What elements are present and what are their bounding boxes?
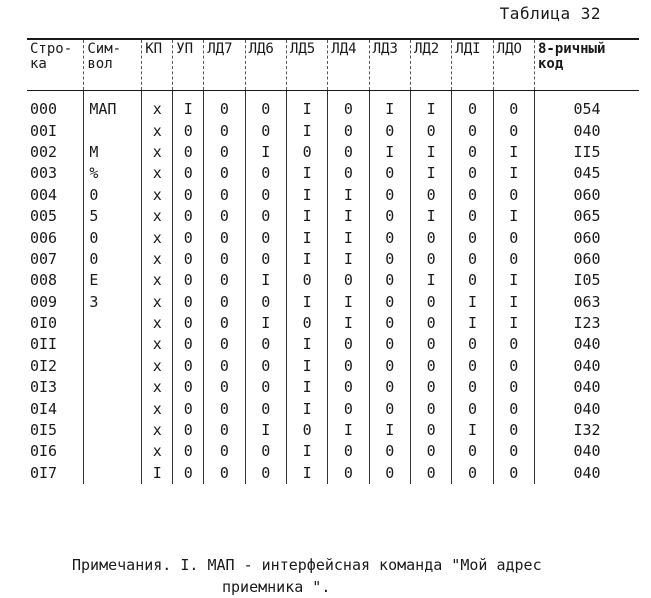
- bit-cell: 0: [493, 377, 534, 398]
- bit-cell: 0: [245, 120, 286, 141]
- bit-cell: 0: [245, 163, 286, 184]
- bit-cell: 0: [410, 249, 451, 270]
- bit-cell: I: [493, 292, 534, 313]
- column-header: Стро- ка: [27, 39, 84, 91]
- bit-cell: 0: [328, 142, 369, 163]
- octal-code-cell: 060: [534, 227, 639, 248]
- bit-cell: 0: [328, 398, 369, 419]
- bit-cell: 0: [410, 227, 451, 248]
- bit-cell: 0: [245, 441, 286, 462]
- bit-cell: 0: [204, 377, 245, 398]
- bit-cell: 0: [493, 420, 534, 441]
- table-row: [27, 163, 639, 184]
- symbol-cell: %: [84, 163, 142, 184]
- bit-cell: 0: [245, 463, 286, 484]
- bit-cell: x: [142, 334, 173, 355]
- bit-cell: 0: [328, 356, 369, 377]
- bit-cell: 0: [369, 185, 410, 206]
- table-row: [27, 463, 639, 484]
- footnote-line-1: Примечания. I. МАП - интерфейсная команда "Мой адрес: [72, 556, 542, 574]
- bit-cell: 0: [452, 142, 493, 163]
- bit-cell: 0: [245, 334, 286, 355]
- bit-cell: 0: [452, 227, 493, 248]
- row-number-cell: 000: [30, 100, 58, 119]
- bit-cell: 0: [204, 420, 245, 441]
- bit-cell: x: [142, 420, 173, 441]
- bit-cell: 0: [493, 334, 534, 355]
- bit-cell: I: [142, 463, 173, 484]
- symbol-cell: [84, 313, 142, 334]
- bit-cell: 0: [369, 120, 410, 141]
- table-row: [27, 313, 639, 334]
- bit-cell: I: [493, 142, 534, 163]
- bit-cell: I: [328, 292, 369, 313]
- bit-cell: x: [142, 398, 173, 419]
- table-row: [27, 441, 639, 462]
- octal-code-cell: 040: [534, 441, 639, 462]
- bit-cell: 0: [369, 398, 410, 419]
- bit-cell: 0: [410, 292, 451, 313]
- bit-cell: 0: [452, 185, 493, 206]
- bit-cell: 0: [286, 270, 327, 291]
- bit-cell: I: [286, 227, 327, 248]
- table-title: Таблица 32: [499, 4, 601, 23]
- bit-cell: 0: [452, 91, 493, 121]
- bit-cell: 0: [369, 463, 410, 484]
- octal-code-cell: I32: [534, 420, 639, 441]
- data-table: [27, 38, 639, 484]
- row-number-cell: 006: [30, 228, 58, 247]
- bit-cell: I: [173, 91, 204, 121]
- bit-cell: x: [142, 377, 173, 398]
- bit-cell: x: [142, 227, 173, 248]
- octal-code-cell: 060: [534, 249, 639, 270]
- bit-cell: I: [369, 142, 410, 163]
- column-header: ЛДЗ: [369, 39, 410, 91]
- bit-cell: 0: [328, 270, 369, 291]
- bit-cell: x: [142, 206, 173, 227]
- bit-cell: x: [142, 163, 173, 184]
- symbol-cell: [84, 420, 142, 441]
- bit-cell: 0: [410, 398, 451, 419]
- octal-code-cell: 054: [534, 91, 639, 121]
- row-number-cell: 002: [30, 142, 58, 161]
- column-header: ЛДІ: [452, 39, 493, 91]
- bit-cell: I: [328, 206, 369, 227]
- bit-cell: 0: [452, 163, 493, 184]
- bit-cell: I: [493, 313, 534, 334]
- bit-cell: 0: [493, 249, 534, 270]
- symbol-cell: [84, 334, 142, 355]
- bit-cell: 0: [369, 334, 410, 355]
- bit-cell: 0: [369, 377, 410, 398]
- bit-cell: 0: [328, 91, 369, 121]
- bit-cell: 0: [452, 377, 493, 398]
- table-row: [27, 206, 639, 227]
- bit-cell: 0: [173, 227, 204, 248]
- row-number-cell: 0I7: [30, 463, 58, 482]
- bit-cell: x: [142, 270, 173, 291]
- column-header: ЛД6: [245, 39, 286, 91]
- symbol-cell: E: [84, 270, 142, 291]
- row-number-cell: 008: [30, 271, 58, 290]
- bit-cell: 0: [493, 91, 534, 121]
- octal-code-cell: 040: [534, 334, 639, 355]
- bit-cell: 0: [493, 398, 534, 419]
- bit-cell: 0: [173, 292, 204, 313]
- bit-cell: 0: [369, 206, 410, 227]
- bit-cell: I: [286, 249, 327, 270]
- bit-cell: 0: [328, 463, 369, 484]
- bit-cell: 0: [204, 206, 245, 227]
- symbol-cell: [84, 398, 142, 419]
- bit-cell: 0: [369, 249, 410, 270]
- symbol-cell: 5: [84, 206, 142, 227]
- bit-cell: 0: [369, 227, 410, 248]
- bit-cell: 0: [452, 356, 493, 377]
- bit-cell: 0: [245, 356, 286, 377]
- bit-cell: I: [286, 377, 327, 398]
- table-row: [27, 227, 639, 248]
- table-row: [27, 292, 639, 313]
- bit-cell: x: [142, 142, 173, 163]
- bit-cell: 0: [204, 356, 245, 377]
- bit-cell: I: [286, 163, 327, 184]
- bit-cell: 0: [173, 206, 204, 227]
- bit-cell: 0: [452, 441, 493, 462]
- bit-cell: 0: [410, 441, 451, 462]
- bit-cell: I: [286, 441, 327, 462]
- symbol-cell: МАП: [84, 91, 142, 121]
- table-row: [27, 91, 639, 121]
- bit-cell: I: [245, 142, 286, 163]
- row-number-cell: 0I3: [30, 378, 58, 397]
- table-row: [27, 249, 639, 270]
- bit-cell: 0: [286, 313, 327, 334]
- symbol-cell: M: [84, 142, 142, 163]
- symbol-cell: [84, 120, 142, 141]
- bit-cell: 0: [410, 313, 451, 334]
- column-header: УП: [173, 39, 204, 91]
- octal-code-cell: 065: [534, 206, 639, 227]
- bit-cell: x: [142, 120, 173, 141]
- bit-cell: 0: [328, 441, 369, 462]
- bit-cell: x: [142, 185, 173, 206]
- bit-cell: 0: [204, 313, 245, 334]
- bit-cell: 0: [245, 206, 286, 227]
- bit-cell: I: [452, 313, 493, 334]
- bit-cell: 0: [410, 356, 451, 377]
- bit-cell: 0: [286, 420, 327, 441]
- bit-cell: 0: [369, 163, 410, 184]
- bit-cell: 0: [204, 142, 245, 163]
- column-header: Сим- вол: [84, 39, 142, 91]
- bit-cell: 0: [245, 398, 286, 419]
- bit-cell: 0: [245, 377, 286, 398]
- table-row: [27, 377, 639, 398]
- bit-cell: 0: [204, 292, 245, 313]
- table-row: [27, 142, 639, 163]
- bit-cell: I: [286, 398, 327, 419]
- bit-cell: I: [286, 185, 327, 206]
- bit-cell: I: [493, 163, 534, 184]
- bit-cell: I: [286, 356, 327, 377]
- bit-cell: I: [410, 270, 451, 291]
- bit-cell: 0: [452, 463, 493, 484]
- header-row: [27, 39, 639, 91]
- column-header: КП: [142, 39, 173, 91]
- bit-cell: 0: [452, 270, 493, 291]
- bit-cell: 0: [493, 185, 534, 206]
- bit-cell: 0: [173, 377, 204, 398]
- bit-cell: 0: [452, 398, 493, 419]
- bit-cell: 0: [410, 334, 451, 355]
- column-header: 8-ричный код: [534, 39, 639, 91]
- bit-cell: 0: [173, 463, 204, 484]
- bit-cell: 0: [410, 463, 451, 484]
- bit-cell: 0: [204, 249, 245, 270]
- bit-cell: 0: [245, 227, 286, 248]
- octal-code-cell: 045: [534, 163, 639, 184]
- bit-cell: 0: [369, 270, 410, 291]
- column-header: ЛДО: [493, 39, 534, 91]
- bit-cell: 0: [452, 120, 493, 141]
- bit-cell: I: [493, 206, 534, 227]
- bit-cell: 0: [452, 249, 493, 270]
- table-row: [27, 120, 639, 141]
- bit-cell: 0: [173, 270, 204, 291]
- bit-cell: 0: [204, 120, 245, 141]
- data-table-container: [27, 38, 639, 484]
- column-header: ЛД7: [204, 39, 245, 91]
- bit-cell: I: [410, 206, 451, 227]
- bit-cell: 0: [493, 356, 534, 377]
- bit-cell: 0: [173, 334, 204, 355]
- octal-code-cell: 040: [534, 120, 639, 141]
- bit-cell: 0: [493, 120, 534, 141]
- bit-cell: 0: [493, 227, 534, 248]
- bit-cell: 0: [173, 142, 204, 163]
- footnote: [72, 554, 632, 598]
- bit-cell: x: [142, 441, 173, 462]
- bit-cell: I: [328, 313, 369, 334]
- row-number-cell: 0I2: [30, 356, 58, 375]
- bit-cell: 0: [369, 356, 410, 377]
- bit-cell: I: [328, 249, 369, 270]
- row-number-cell: 004: [30, 185, 58, 204]
- bit-cell: 0: [173, 163, 204, 184]
- bit-cell: x: [142, 292, 173, 313]
- bit-cell: I: [328, 185, 369, 206]
- bit-cell: I: [286, 120, 327, 141]
- bit-cell: I: [286, 463, 327, 484]
- row-number-cell: 005: [30, 207, 58, 226]
- bit-cell: I: [328, 227, 369, 248]
- row-number-cell: 007: [30, 249, 58, 268]
- bit-cell: 0: [493, 441, 534, 462]
- bit-cell: 0: [493, 463, 534, 484]
- table-row: [27, 334, 639, 355]
- bit-cell: 0: [204, 398, 245, 419]
- bit-cell: 0: [410, 420, 451, 441]
- bit-cell: x: [142, 91, 173, 121]
- bit-cell: x: [142, 313, 173, 334]
- bit-cell: 0: [328, 377, 369, 398]
- bit-cell: 0: [173, 398, 204, 419]
- octal-code-cell: 060: [534, 185, 639, 206]
- bit-cell: 0: [245, 292, 286, 313]
- row-number-cell: 0I6: [30, 442, 58, 461]
- table-row: [27, 185, 639, 206]
- symbol-cell: [84, 377, 142, 398]
- row-number-cell: 003: [30, 164, 58, 183]
- bit-cell: 0: [204, 227, 245, 248]
- column-header: ЛД5: [286, 39, 327, 91]
- bit-cell: 0: [245, 91, 286, 121]
- bit-cell: 0: [369, 292, 410, 313]
- bit-cell: 0: [245, 249, 286, 270]
- bit-cell: 0: [452, 206, 493, 227]
- bit-cell: 0: [245, 185, 286, 206]
- bit-cell: I: [452, 420, 493, 441]
- bit-cell: 0: [328, 163, 369, 184]
- bit-cell: 0: [204, 270, 245, 291]
- bit-cell: I: [328, 420, 369, 441]
- bit-cell: I: [410, 91, 451, 121]
- bit-cell: x: [142, 249, 173, 270]
- bit-cell: 0: [173, 249, 204, 270]
- bit-cell: 0: [410, 377, 451, 398]
- column-header: ЛД2: [410, 39, 451, 91]
- column-header: ЛД4: [328, 39, 369, 91]
- bit-cell: I: [245, 420, 286, 441]
- table-row: [27, 356, 639, 377]
- bit-cell: I: [410, 163, 451, 184]
- bit-cell: 0: [204, 91, 245, 121]
- symbol-cell: 0: [84, 227, 142, 248]
- bit-cell: 0: [328, 120, 369, 141]
- bit-cell: I: [286, 292, 327, 313]
- table-body: [27, 91, 639, 485]
- symbol-cell: [84, 441, 142, 462]
- bit-cell: I: [245, 270, 286, 291]
- bit-cell: 0: [173, 420, 204, 441]
- bit-cell: 0: [369, 441, 410, 462]
- symbol-cell: 0: [84, 185, 142, 206]
- bit-cell: I: [286, 91, 327, 121]
- row-number-cell: 0I0: [30, 314, 58, 333]
- octal-code-cell: 040: [534, 356, 639, 377]
- row-number-cell: 00I: [30, 121, 58, 140]
- symbol-cell: 3: [84, 292, 142, 313]
- bit-cell: 0: [173, 441, 204, 462]
- bit-cell: I: [452, 292, 493, 313]
- octal-code-cell: 063: [534, 292, 639, 313]
- bit-cell: I: [286, 206, 327, 227]
- row-number-cell: 0II: [30, 335, 58, 354]
- footnote-line-2: приемника ".: [222, 578, 331, 596]
- octal-code-cell: 040: [534, 377, 639, 398]
- row-number-cell: 0I5: [30, 421, 58, 440]
- octal-code-cell: II5: [534, 142, 639, 163]
- row-number-cell: 009: [30, 292, 58, 311]
- symbol-cell: [84, 356, 142, 377]
- octal-code-cell: 040: [534, 463, 639, 484]
- bit-cell: I: [493, 270, 534, 291]
- bit-cell: 0: [410, 185, 451, 206]
- bit-cell: 0: [173, 356, 204, 377]
- octal-code-cell: I05: [534, 270, 639, 291]
- table-header: [27, 39, 639, 91]
- bit-cell: 0: [173, 120, 204, 141]
- bit-cell: 0: [286, 142, 327, 163]
- bit-cell: 0: [328, 334, 369, 355]
- table-row: [27, 420, 639, 441]
- bit-cell: 0: [452, 334, 493, 355]
- bit-cell: 0: [410, 120, 451, 141]
- table-row: [27, 270, 639, 291]
- bit-cell: x: [142, 356, 173, 377]
- octal-code-cell: 040: [534, 398, 639, 419]
- octal-code-cell: I23: [534, 313, 639, 334]
- bit-cell: I: [369, 91, 410, 121]
- bit-cell: 0: [204, 185, 245, 206]
- bit-cell: I: [286, 334, 327, 355]
- bit-cell: 0: [173, 313, 204, 334]
- bit-cell: 0: [204, 463, 245, 484]
- bit-cell: 0: [173, 185, 204, 206]
- symbol-cell: [84, 463, 142, 484]
- bit-cell: 0: [369, 313, 410, 334]
- bit-cell: I: [369, 420, 410, 441]
- table-row: [27, 398, 639, 419]
- bit-cell: 0: [204, 441, 245, 462]
- bit-cell: I: [245, 313, 286, 334]
- bit-cell: I: [410, 142, 451, 163]
- row-number-cell: 0I4: [30, 399, 58, 418]
- symbol-cell: 0: [84, 249, 142, 270]
- bit-cell: 0: [204, 163, 245, 184]
- bit-cell: 0: [204, 334, 245, 355]
